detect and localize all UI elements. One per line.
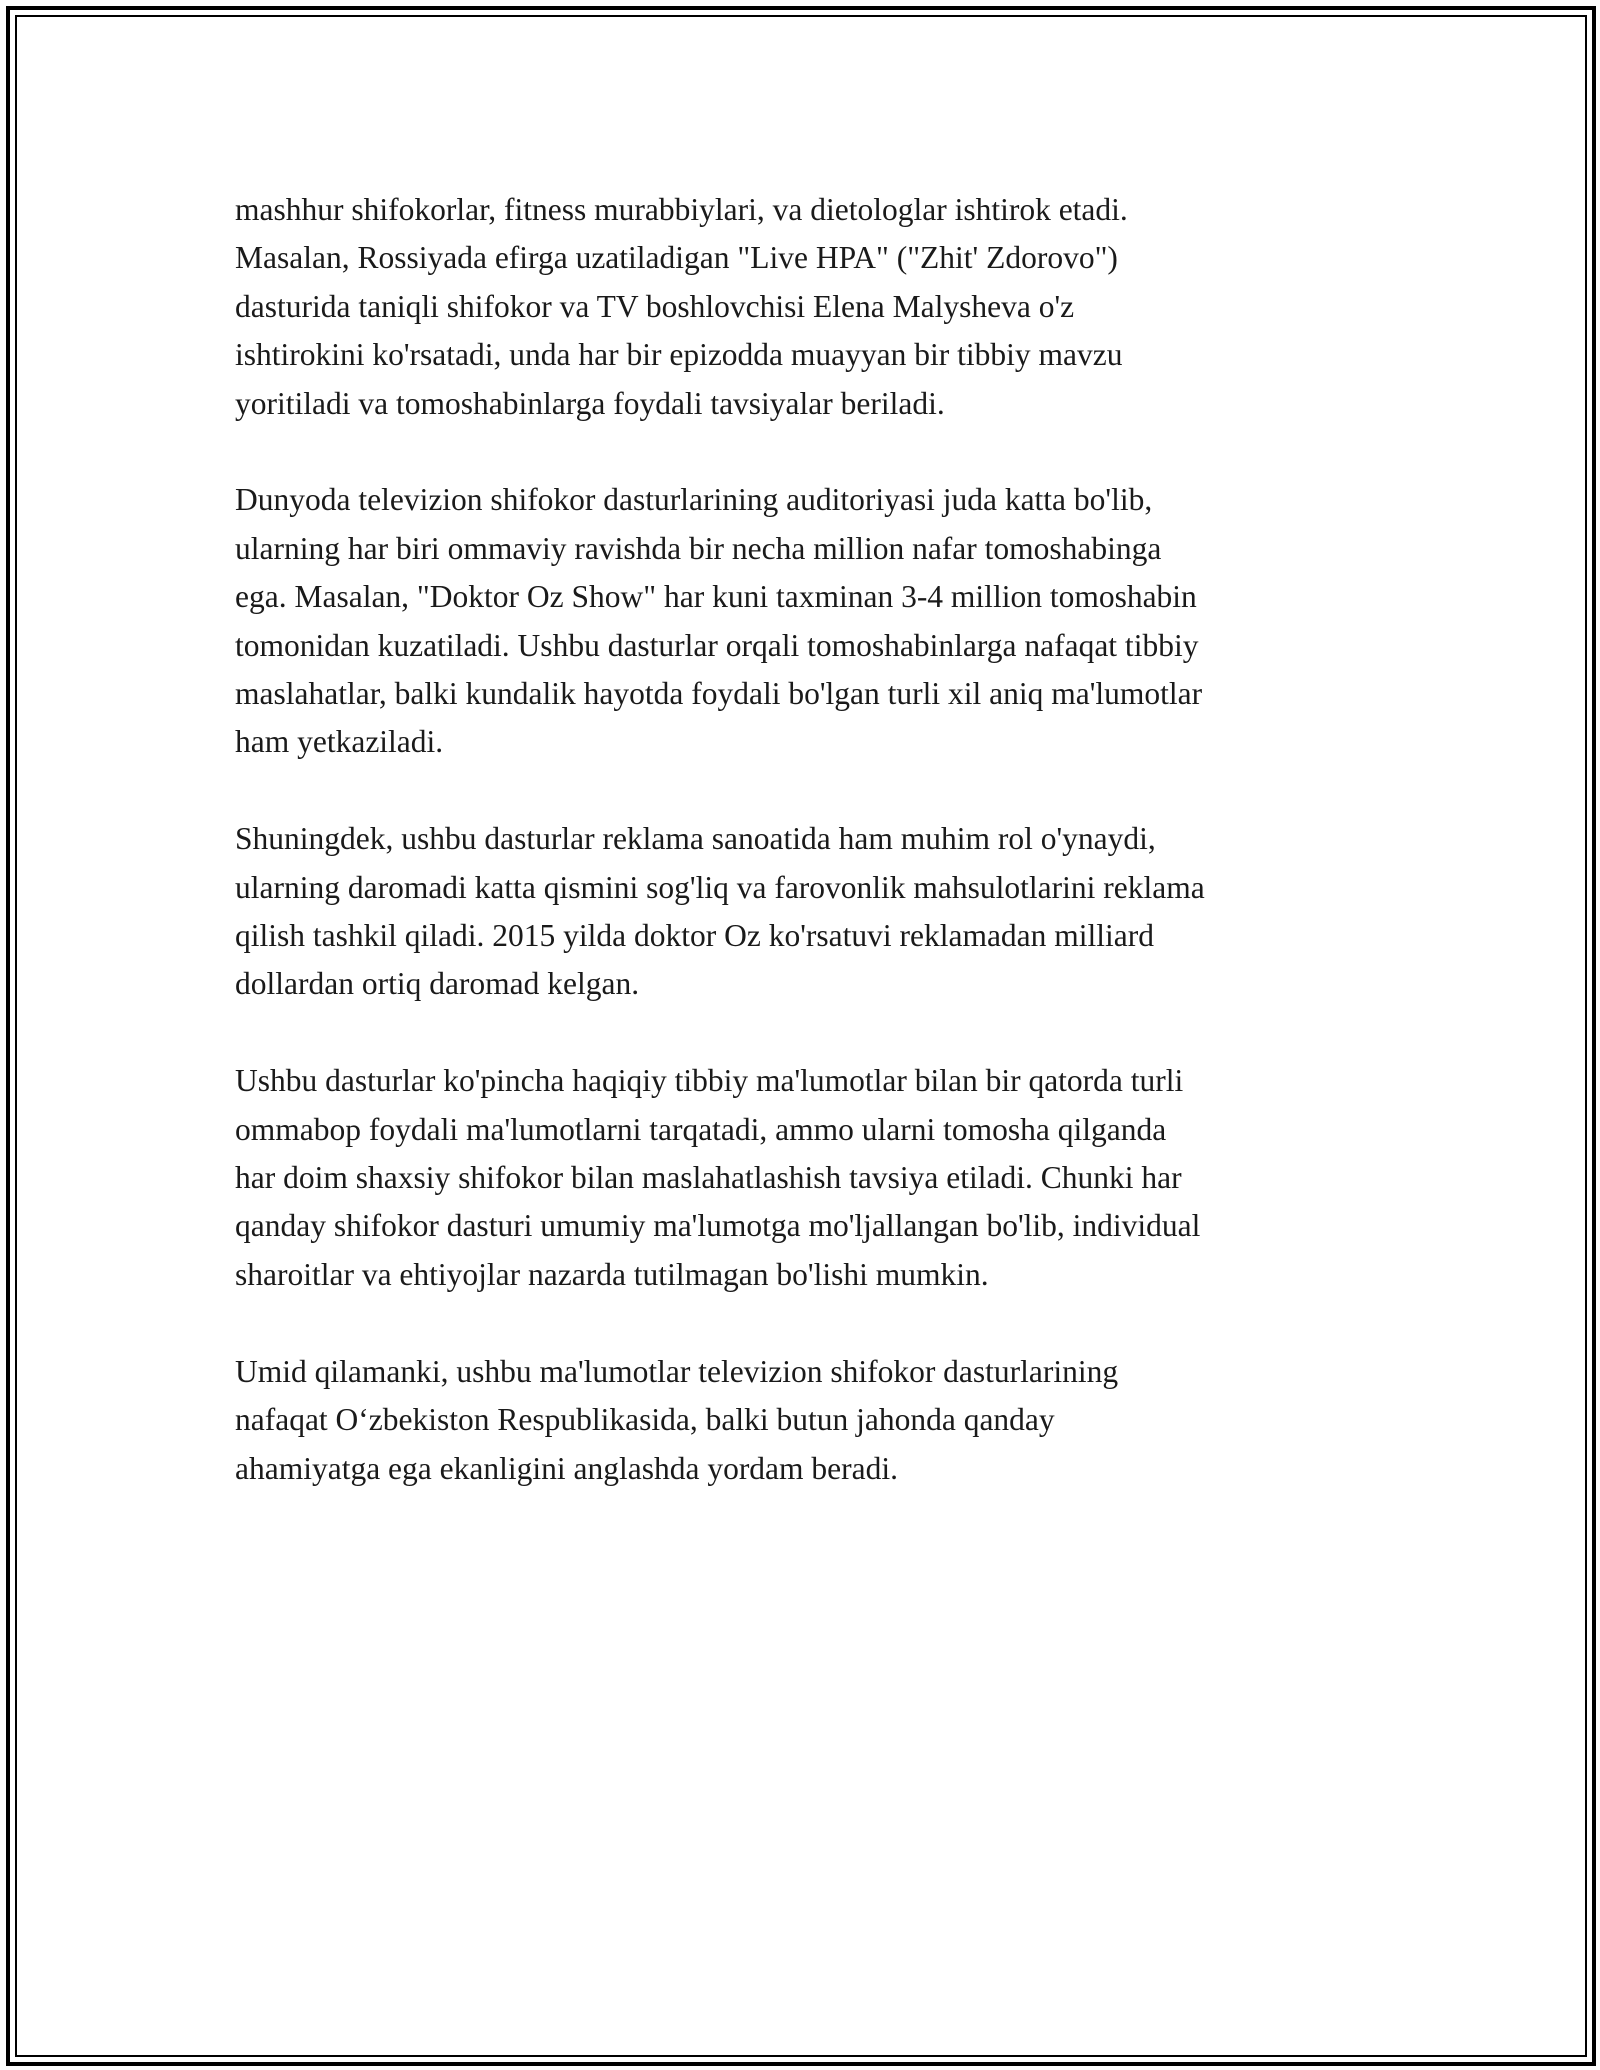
paragraph-1 bbox=[235, 186, 1375, 428]
text-line: dasturida taniqli shifokor va TV boshlovchisi Elena Malysheva o'z bbox=[235, 288, 1075, 324]
text-line: Umid qilamanki, ushbu ma'lumotlar televizion shifokor dasturlarining bbox=[235, 1353, 1119, 1389]
text-line: ega. Masalan, "Doktor Oz Show" har kuni taxminan 3-4 million tomoshabin bbox=[235, 579, 1197, 615]
text-line: ularning har biri ommaviy ravishda bir necha million nafar tomoshabinga bbox=[235, 530, 1162, 566]
text-line: ommabop foydali ma'lumotlarni tarqatadi, ammo ularni tomosha qilganda bbox=[235, 1111, 1167, 1147]
paragraph-3 bbox=[235, 815, 1375, 1009]
paragraph-2 bbox=[235, 476, 1375, 766]
text-line: ahamiyatga ega ekanligini anglashda yordam beradi. bbox=[235, 1450, 898, 1486]
text-line: ham yetkaziladi. bbox=[235, 724, 444, 760]
text-line: yoritiladi va tomoshabinlarga foydali tavsiyalar beriladi. bbox=[235, 385, 945, 421]
paragraph-4 bbox=[235, 1057, 1375, 1299]
text-line: qanday shifokor dasturi umumiy ma'lumotga mo'ljallangan bo'lib, individual bbox=[235, 1208, 1201, 1244]
text-line: Ushbu dasturlar ko'pincha haqiqiy tibbiy ma'lumotlar bilan bir qatorda turli bbox=[235, 1063, 1184, 1099]
text-line: Shuningdek, ushbu dasturlar reklama sanoatida ham muhim rol o'ynaydi, bbox=[235, 821, 1156, 857]
text-line: maslahatlar, balki kundalik hayotda foydali bo'lgan turli xil aniq ma'lumotlar bbox=[235, 676, 1203, 712]
text-line: tomonidan kuzatiladi. Ushbu dasturlar orqali tomoshabinlarga nafaqat tibbiy bbox=[235, 627, 1199, 663]
document-body bbox=[235, 186, 1375, 1541]
text-line: ishtirokini ko'rsatadi, unda har bir epizodda muayyan bir tibbiy mavzu bbox=[235, 337, 1123, 373]
text-line: ularning daromadi katta qismini sog'liq va farovonlik mahsulotlarini reklama bbox=[235, 869, 1205, 905]
text-line: Masalan, Rossiyada efirga uzatiladigan "Live HPA" ("Zhit' Zdorovo") bbox=[235, 240, 1118, 276]
text-line: sharoitlar va ehtiyojlar nazarda tutilmagan bo'lishi mumkin. bbox=[235, 1256, 989, 1292]
text-line: mashhur shifokorlar, fitness murabbiylari, va dietologlar ishtirok etadi. bbox=[235, 192, 1128, 227]
text-line: qilish tashkil qiladi. 2015 yilda doktor Oz ko'rsatuvi reklamadan milliard bbox=[235, 918, 1155, 954]
paragraph-5 bbox=[235, 1348, 1375, 1493]
text-line: Dunyoda televizion shifokor dasturlarining auditoriyasi juda katta bo'lib, bbox=[235, 482, 1153, 518]
text-line: dollardan ortiq daromad kelgan. bbox=[235, 966, 640, 1002]
text-line: har doim shaxsiy shifokor bilan maslahatlashish tavsiya etiladi. Chunki har bbox=[235, 1160, 1182, 1196]
text-line: nafaqat Oʻzbekiston Respublikasida, balki butun jahonda qanday bbox=[235, 1402, 1055, 1438]
